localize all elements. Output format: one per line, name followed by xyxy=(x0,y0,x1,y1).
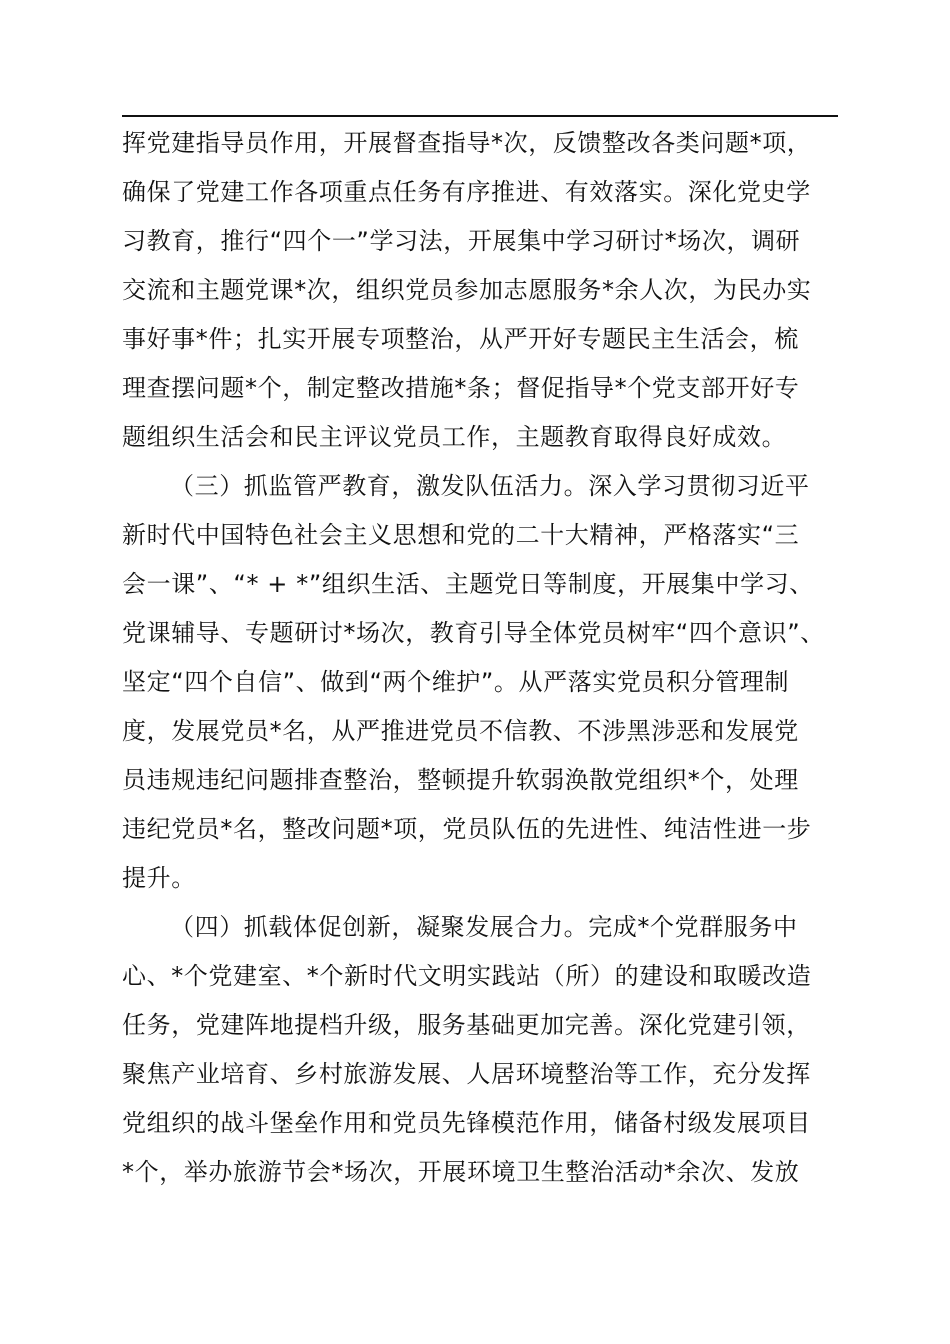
text-line: 事好事*件；扎实开展专项整治，从严开好专题民主生活会，梳 xyxy=(122,325,799,353)
text-line: 度，发展党员*名，从严推进党员不信教、不涉黑涉恶和发展党 xyxy=(122,717,799,745)
section-heading-line: （四）抓载体促创新，凝聚发展合力。完成*个党群服务中 xyxy=(170,913,798,941)
text-line: 习教育，推行“四个一”学习法，开展集中学习研讨*场次，调研 xyxy=(122,227,801,255)
text-line: 任务，党建阵地提档升级，服务基础更加完善。深化党建引领， xyxy=(122,1011,811,1039)
text-line: 党课辅导、专题研讨*场次，教育引导全体党员树牢“四个意识”、 xyxy=(122,619,825,647)
text-line: 确保了党建工作各项重点任务有序推进、有效落实。深化党史学 xyxy=(122,178,811,206)
text-line: 党组织的战斗堡垒作用和党员先锋模范作用，储备村级发展项目 xyxy=(122,1109,811,1137)
text-line: 挥党建指导员作用，开展督查指导*次，反馈整改各类问题*项， xyxy=(122,129,812,157)
section-heading-line: （三）抓监管严教育，激发队伍活力。深入学习贯彻习近平 xyxy=(170,472,810,500)
text-line: 违纪党员*名，整改问题*项，党员队伍的先进性、纯洁性进一步 xyxy=(122,815,812,843)
text-line: 心、*个党建室、*个新时代文明实践站（所）的建设和取暖改造 xyxy=(122,962,812,990)
text-line: 交流和主题党课*次，组织党员参加志愿服务*余人次，为民办实 xyxy=(122,276,812,304)
text-line: 坚定“四个自信”、做到“两个维护”。从严落实党员积分管理制 xyxy=(122,668,790,696)
header-rule xyxy=(122,115,838,117)
text-line: 聚焦产业培育、乡村旅游发展、人居环境整治等工作，充分发挥 xyxy=(122,1060,811,1088)
text-line: 新时代中国特色社会主义思想和党的二十大精神，严格落实“三 xyxy=(122,521,800,549)
text-line: 理查摆问题*个，制定整改措施*条；督促指导*个党支部开好专 xyxy=(122,374,800,402)
text-line: 会一课”、“* + *”组织生活、主题党日等制度，开展集中学习、 xyxy=(122,570,814,598)
text-line: 员违规违纪问题排查整治，整顿提升软弱涣散党组织*个，处理 xyxy=(122,766,799,794)
text-line: 题组织生活会和民主评议党员工作，主题教育取得良好成效。 xyxy=(122,423,787,451)
text-line: 提升。 xyxy=(122,864,196,892)
text-line: *个，举办旅游节会*场次，开展环境卫生整治活动*余次、发放 xyxy=(122,1158,800,1186)
